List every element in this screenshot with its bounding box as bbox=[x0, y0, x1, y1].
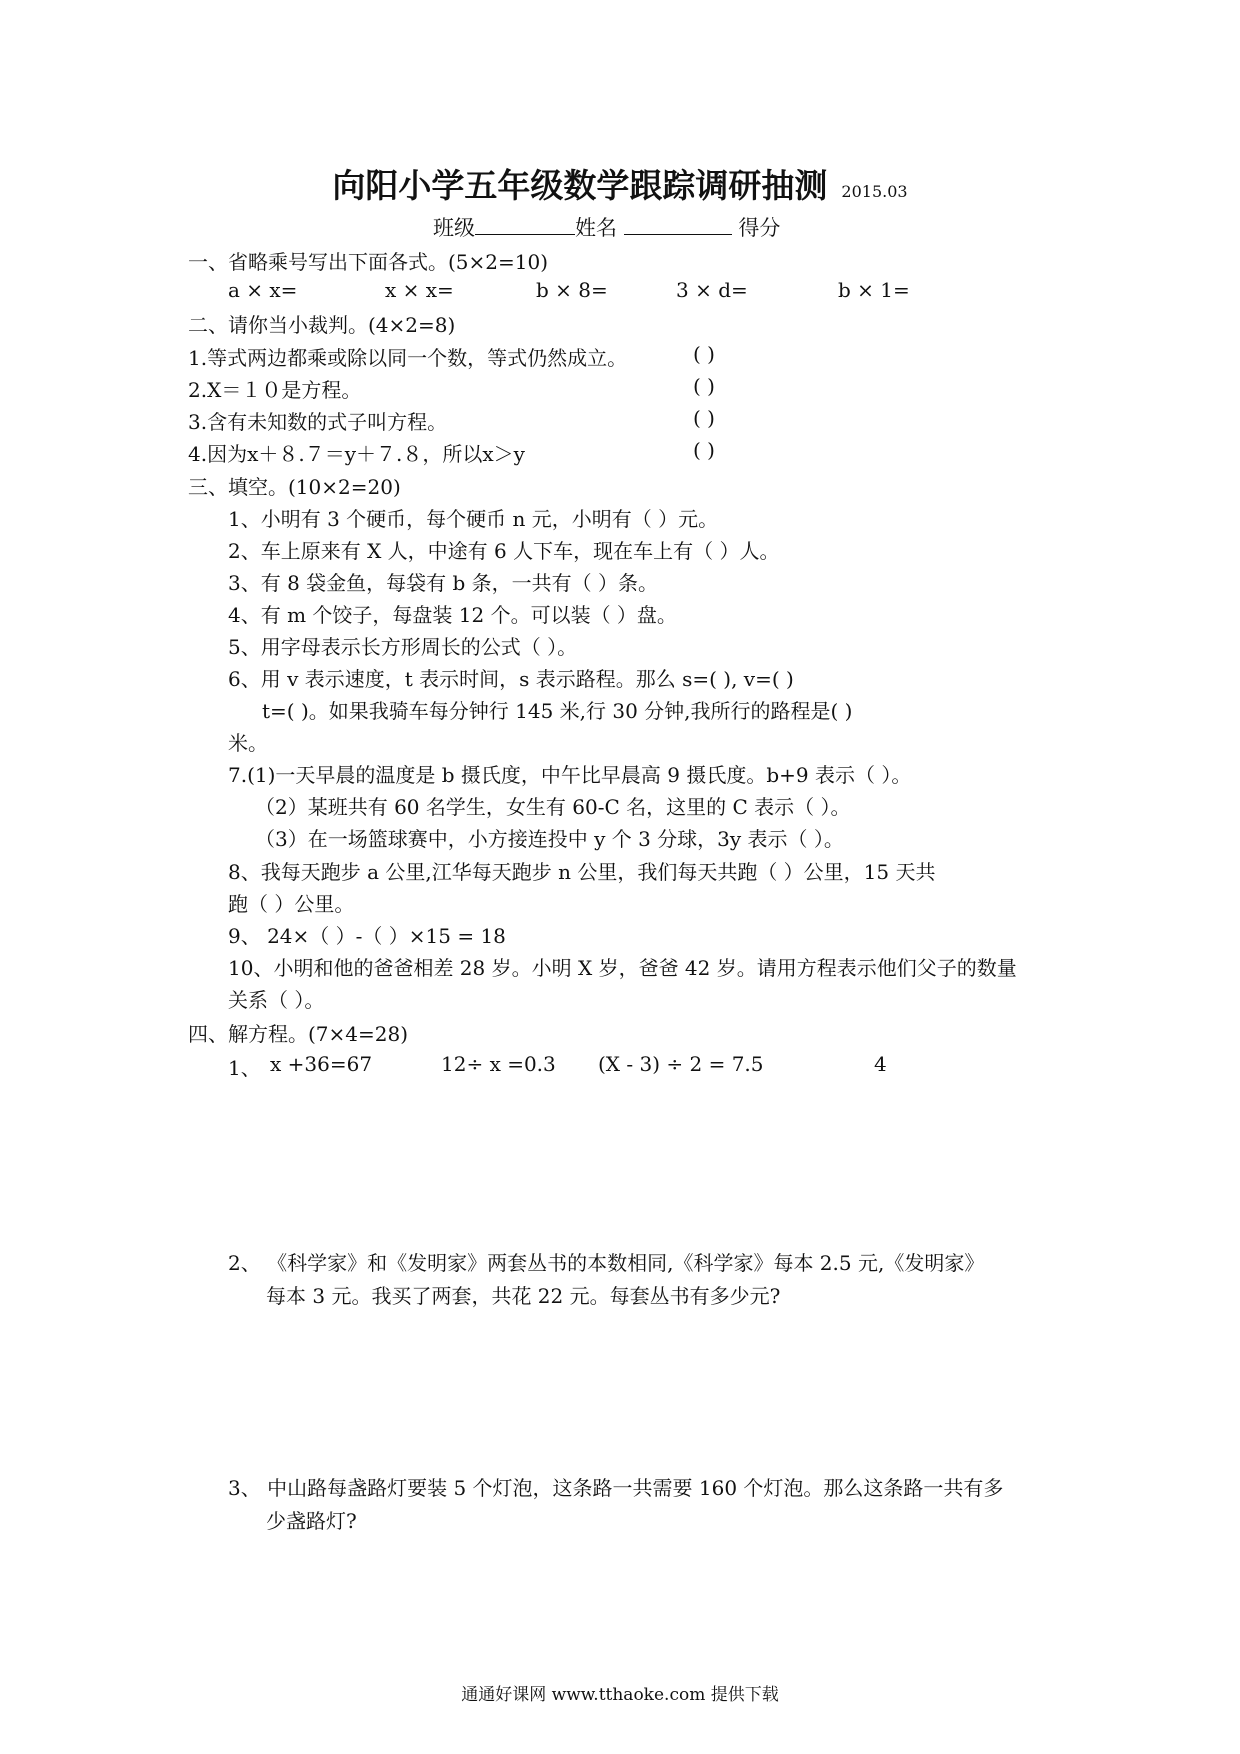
section2-paren-2[interactable]: ( ) bbox=[693, 374, 715, 398]
name-blank[interactable] bbox=[624, 214, 732, 235]
footer-credit: 通通好课网 www.tthaoke.com 提供下载 bbox=[461, 1685, 779, 1705]
section3-line: 4、有 m 个饺子，每盘装 12 个。可以装（ ）盘。 bbox=[228, 603, 677, 627]
section4-q2-line: 每本 3 元。我买了两套，共花 22 元。每套丛书有多少元? bbox=[266, 1284, 781, 1308]
section3-line: 9、 24×（ ）-（ ）×15 = 18 bbox=[228, 924, 506, 948]
section4-heading: 四、解方程。(7×4=28) bbox=[188, 1022, 409, 1046]
section3-line: 米。 bbox=[228, 731, 268, 755]
score-label: 得分 bbox=[738, 216, 781, 240]
section3-line: 8、我每天跑步 a 公里,江华每天跑步 n 公里，我们每天共跑（ ）公里，15 天共 bbox=[228, 860, 936, 884]
section4-q1-number: 1、 bbox=[228, 1056, 261, 1080]
equation-1: x +36=67 bbox=[270, 1052, 373, 1076]
section3-line: （3）在一场篮球赛中，小方接连投中 y 个 3 分球，3y 表示（ ）。 bbox=[255, 827, 844, 851]
section2-item-4: 4.因为x＋８.７＝y＋７.８，所以x＞y bbox=[188, 442, 525, 466]
section3-line: 关系（ ）。 bbox=[228, 988, 325, 1012]
section2-item-3: 3.含有未知数的式子叫方程。 bbox=[188, 410, 448, 434]
section1-item-2: x × x= bbox=[385, 278, 454, 302]
section3-line: 跑（ ）公里。 bbox=[228, 892, 355, 916]
section4-q3-line: 3、 中山路每盏路灯要装 5 个灯泡，这条路一共需要 160 个灯泡。那么这条路一共有多 bbox=[228, 1476, 1004, 1500]
class-label: 班级 bbox=[433, 216, 475, 240]
section3-line: 2、车上原来有 X 人，中途有 6 人下车，现在车上有（ ）人。 bbox=[228, 539, 780, 563]
section1-heading: 一、省略乘号写出下面各式。(5×2=10) bbox=[188, 250, 549, 274]
name-label: 姓名 bbox=[575, 216, 617, 240]
page-header bbox=[0, 160, 1240, 207]
section3-line: 6、用 v 表示速度，t 表示时间，s 表示路程。那么 s=( ), v=( ) bbox=[228, 667, 794, 691]
section2-item-1: 1.等式两边都乘或除以同一个数，等式仍然成立。 bbox=[188, 346, 628, 370]
section1-item-5: b × 1= bbox=[838, 278, 910, 302]
section3-line: 7.(1)一天早晨的温度是 b 摄氏度，中午比早晨高 9 摄氏度。b+9 表示（ ）。 bbox=[228, 763, 912, 787]
section2-paren-4[interactable]: ( ) bbox=[693, 438, 715, 462]
section1-item-1: a × x= bbox=[228, 278, 298, 302]
equation-4: 4 bbox=[874, 1052, 887, 1076]
section2-heading: 二、请你当小裁判。(4×2=8) bbox=[188, 313, 456, 337]
section3-line: 3、有 8 袋金鱼，每袋有 b 条，一共有（ ）条。 bbox=[228, 571, 659, 595]
section2-paren-1[interactable]: ( ) bbox=[693, 342, 715, 366]
section4-q3-line: 少盏路灯? bbox=[266, 1509, 357, 1533]
exam-date: 2015.03 bbox=[841, 182, 908, 201]
section3-line: 10、小明和他的爸爸相差 28 岁。小明 X 岁，爸爸 42 岁。请用方程表示他们父子的数量 bbox=[228, 956, 1017, 980]
section3-line: 5、用字母表示长方形周长的公式（ ）。 bbox=[228, 635, 578, 659]
equation-3: (X - 3) ÷ 2 = 7.5 bbox=[598, 1052, 764, 1076]
section2-paren-3[interactable]: ( ) bbox=[693, 406, 715, 430]
equation-2: 12÷ x =0.3 bbox=[441, 1052, 556, 1076]
section1-item-3: b × 8= bbox=[536, 278, 608, 302]
section4-q2-line: 2、 《科学家》和《发明家》两套丛书的本数相同,《科学家》每本 2.5 元,《发明家》 bbox=[228, 1251, 985, 1275]
section1-item-4: 3 × d= bbox=[676, 278, 748, 302]
section3-line: 1、小明有 3 个硬币，每个硬币 n 元，小明有（ ）元。 bbox=[228, 507, 719, 531]
section2-item-2: 2.X＝１０是方程。 bbox=[188, 378, 362, 402]
section3-line: （2）某班共有 60 名学生，女生有 60-C 名，这里的 C 表示（ ）。 bbox=[255, 795, 851, 819]
section3-line: t=( )。如果我骑车每分钟行 145 米,行 30 分钟,我所行的路程是( ) bbox=[262, 699, 853, 723]
section3-heading: 三、填空。(10×2=20) bbox=[188, 475, 401, 499]
class-blank[interactable] bbox=[475, 214, 575, 235]
page-title: 向阳小学五年级数学跟踪调研抽测 bbox=[332, 166, 828, 205]
student-info-line bbox=[433, 212, 780, 242]
